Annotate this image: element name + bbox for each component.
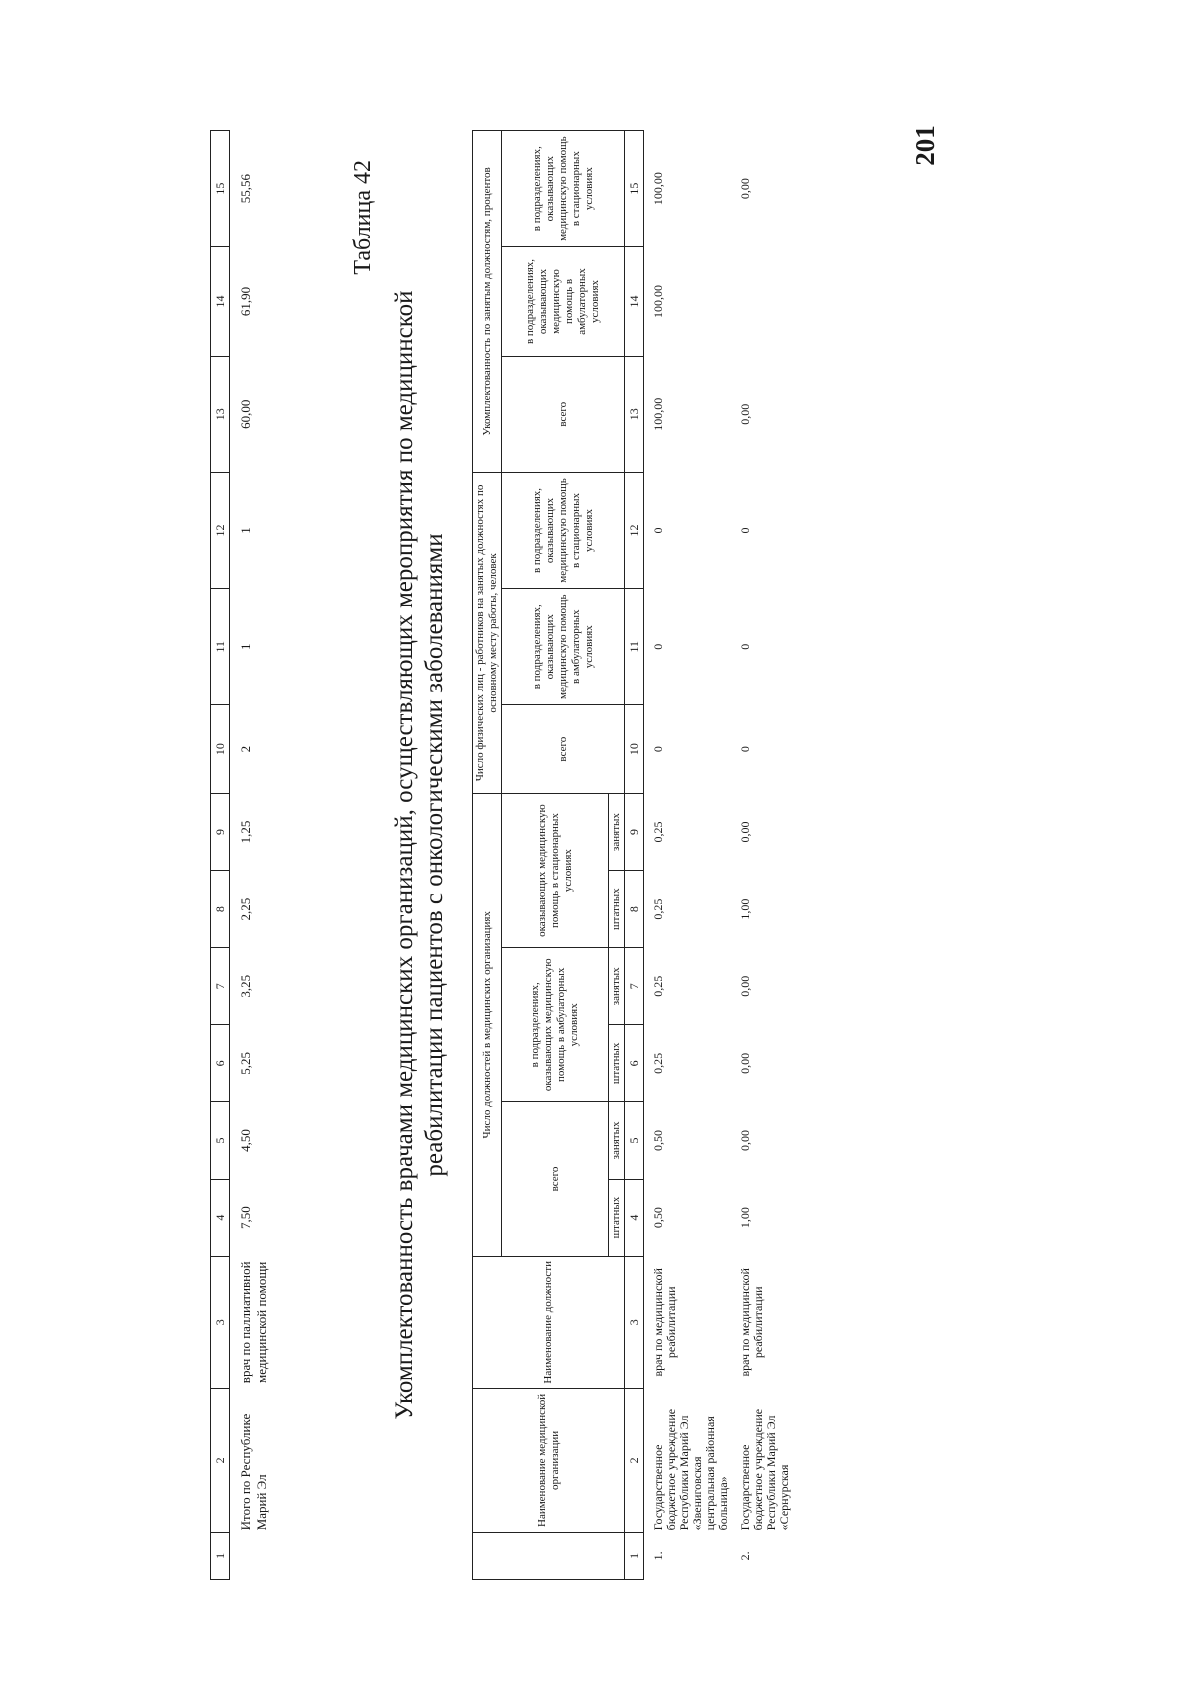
cell: 55,56	[238, 174, 253, 204]
column-number-row	[625, 131, 644, 1580]
cell: 7,50	[238, 1206, 253, 1229]
header-staffing-stat: в подразделениях, оказывающих медицинскую помощь в стационарных условиях	[502, 131, 625, 247]
header-ambulatory: в подразделениях, оказывающих медицинскую помощь в амбулаторных условиях	[502, 948, 609, 1102]
org-name: Государственное бюджетное учреждение Республики Марий Эл «Сернурская	[738, 1408, 791, 1531]
title-line: Укомплектованность врачами медицинских организаций, осуществляющих мероприятия по медицинской	[391, 290, 418, 1420]
previous-table-continuation	[210, 130, 271, 1580]
total-label: Итого по Республике Марий Эл	[238, 1413, 269, 1531]
cell	[731, 247, 792, 356]
cell: 0,25	[651, 1052, 665, 1074]
header-occupied: занятых	[609, 948, 625, 1025]
org-name: Государственное бюджетное учреждение Республики Марий Эл «Звениговская центральная районная больница»	[651, 1408, 730, 1531]
cell: 0	[651, 527, 665, 534]
cell: 0	[738, 527, 752, 534]
header-org: Наименование медицинской организации	[473, 1388, 625, 1532]
header-positions-group: Число должностей в медицинских организациях	[473, 793, 502, 1256]
col-num: 15	[211, 131, 230, 247]
col-num: 11	[211, 589, 230, 705]
col-num: 7	[211, 948, 230, 1025]
col-num: 7	[625, 948, 644, 1025]
table-row	[644, 131, 732, 1580]
cell: 2	[238, 745, 253, 753]
header-total: всего	[502, 1102, 609, 1256]
title-line: реабилитации пациентов с онкологическими заболеваниями	[421, 533, 448, 1177]
header-occupied: занятых	[609, 1102, 625, 1179]
table-label: Таблица 42	[350, 160, 376, 275]
cell: 100,00	[651, 397, 665, 431]
page-number: 201	[909, 125, 940, 166]
cell: 1	[238, 643, 253, 650]
col-num: 5	[625, 1102, 644, 1179]
position-name: врач по медицинской реабилитации	[738, 1268, 765, 1377]
cell: 2,25	[238, 897, 253, 921]
col-num: 14	[625, 247, 644, 356]
cell: 0,25	[651, 898, 665, 920]
cell: 0	[738, 643, 752, 650]
cell: 0,25	[651, 975, 665, 997]
column-number-row	[211, 131, 230, 1580]
col-num: 15	[625, 131, 644, 247]
col-num: 2	[625, 1388, 644, 1532]
cell: 0,00	[738, 1129, 752, 1151]
col-num: 12	[211, 472, 230, 588]
cell: 0,00	[738, 1052, 752, 1074]
col-num: 4	[211, 1179, 230, 1256]
col-num: 8	[211, 871, 230, 948]
cell: 0	[651, 643, 665, 650]
header-staff: штатных	[609, 1179, 625, 1256]
row-number: 1.	[651, 1551, 665, 1561]
col-num: 10	[211, 705, 230, 794]
table-row	[731, 131, 792, 1580]
col-num: 11	[625, 589, 644, 705]
col-num: 9	[211, 793, 230, 870]
cell	[230, 1532, 272, 1579]
header-persons-stat: в подразделениях, оказывающих медицинскую помощь в стационарных условиях	[502, 472, 625, 588]
cell: 0	[651, 746, 665, 753]
row-number: 2.	[738, 1551, 752, 1561]
col-num: 6	[625, 1025, 644, 1102]
header-staff: штатных	[609, 1025, 625, 1102]
cell: 3,25	[238, 974, 253, 998]
col-num: 1	[211, 1532, 230, 1579]
header-row	[473, 131, 502, 1580]
col-num: 2	[211, 1388, 230, 1532]
table-title	[390, 130, 450, 1580]
total-row	[230, 131, 272, 1580]
header-persons-total: всего	[502, 705, 625, 794]
col-num: 13	[211, 356, 230, 472]
cell: 0,50	[651, 1207, 665, 1229]
cell: 0	[738, 746, 752, 753]
header-staffing-amb: в подразделениях, оказывающих медицинскую помощь в амбулаторных условиях	[502, 247, 625, 356]
col-num: 1	[625, 1532, 644, 1579]
col-num: 10	[625, 705, 644, 794]
header-stationary: оказывающих медицинскую помощь в стационарных условиях	[502, 793, 609, 947]
col-num: 5	[211, 1102, 230, 1179]
cell: 1,00	[738, 898, 752, 920]
cell: 0,00	[738, 975, 752, 997]
staffing-table	[472, 130, 792, 1580]
cell: 100,00	[651, 172, 665, 206]
col-num: 13	[625, 356, 644, 472]
cell: 0,50	[651, 1129, 665, 1151]
header-occupied: занятых	[609, 793, 625, 870]
col-num: 14	[211, 247, 230, 356]
cell: 0,00	[738, 403, 752, 425]
header-cell	[473, 1532, 625, 1579]
col-num: 9	[625, 793, 644, 870]
rotated-page-content	[210, 130, 1200, 1580]
cell: 61,90	[238, 286, 253, 317]
col-num: 3	[211, 1256, 230, 1388]
cell: 1	[238, 527, 253, 534]
col-num: 8	[625, 871, 644, 948]
cell: 0,00	[738, 821, 752, 843]
cell: 1,25	[238, 820, 253, 844]
col-num: 4	[625, 1179, 644, 1256]
cell: 0,00	[738, 178, 752, 200]
header-persons-group: Число физических лиц - работников на занятых должностях по основному месту работы, человек	[473, 472, 502, 793]
cell: 1,00	[738, 1207, 752, 1229]
cell: 60,00	[238, 399, 253, 429]
header-position: Наименование должности	[473, 1256, 625, 1388]
cell: 4,50	[238, 1129, 253, 1152]
header-staff: штатных	[609, 871, 625, 948]
header-staffing-group: Укомплектованность по занятым должностям, процентов	[473, 131, 502, 473]
header-persons-amb: в подразделениях, оказывающих медицинскую помощь в амбулаторных условиях	[502, 589, 625, 705]
position-name: врач по медицинской реабилитации	[651, 1268, 678, 1377]
col-num: 3	[625, 1256, 644, 1388]
position-name: врач по паллиативной медицинской помощи	[238, 1261, 269, 1384]
cell: 5,25	[238, 1051, 253, 1075]
col-num: 12	[625, 472, 644, 588]
col-num: 6	[211, 1025, 230, 1102]
cell: 0,25	[651, 821, 665, 843]
cell: 100,00	[651, 285, 665, 318]
header-staffing-total: всего	[502, 356, 625, 472]
